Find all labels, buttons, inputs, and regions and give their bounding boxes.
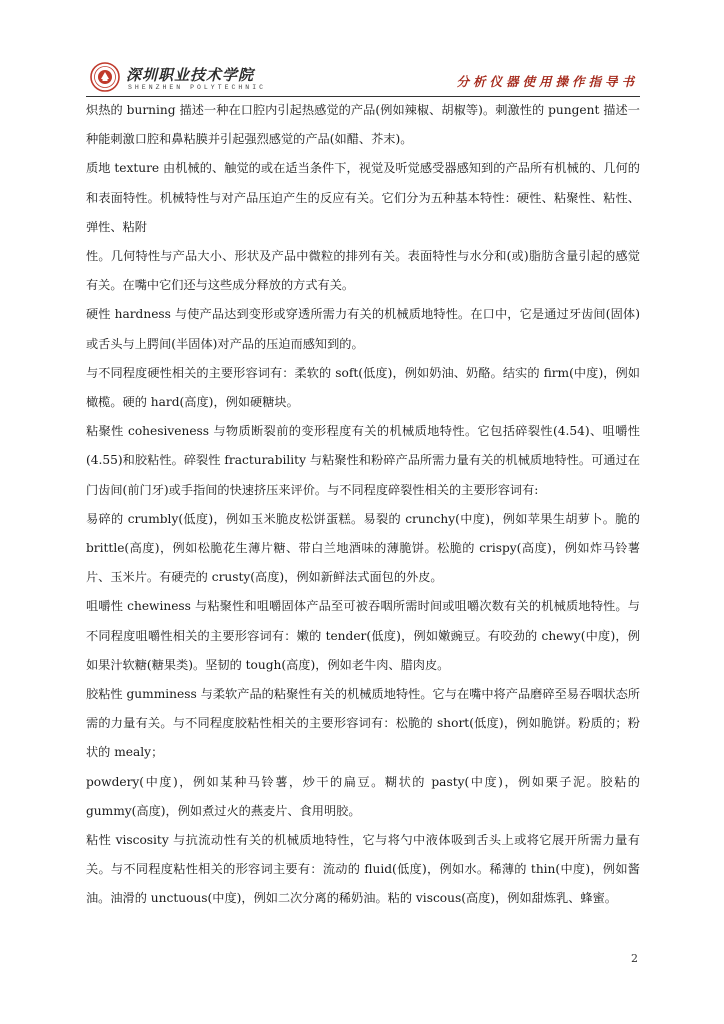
paragraph: 与不同程度硬性相关的主要形容词有：柔软的 soft(低度)，例如奶油、奶酪。结实的 firm(中度)，例如橄榄。硬的 hard(高度)，例如硬糖块。 bbox=[86, 365, 640, 410]
school-seal-icon bbox=[90, 62, 120, 92]
page-header bbox=[86, 58, 640, 98]
school-name-en: SHENZHEN POLYTECHNIC bbox=[128, 84, 267, 91]
document-title: 分析仪器使用操作指导书 bbox=[456, 74, 638, 89]
paragraph: 咀嚼性 chewiness 与粘聚性和咀嚼固体产品至可被吞咽所需时间或咀嚼次数有关的机械质地特性。与不同程度咀嚼性相关的主要形容词有：嫩的 tender(低度)，例如嫩豌豆。有咬劲的 chewy(中度)，例如果汁软糖(糖果类)。坚韧的 tough(高度)，例如老牛肉、腊肉皮。 bbox=[86, 599, 640, 672]
paragraph: 粘性 viscosity 与抗流动性有关的机械质地特性，它与将勺中液体吸到舌头上或将它展开所需力量有关。与不同程度粘性相关的形容词主要有：流动的 fluid(低度)，例如水。稀薄的 thin(中度)，例如酱油。油滑的 unctuous(中度)，例如二次分离的稀奶油。粘的 viscous(高度)，例如甜炼乳、蜂蜜。 bbox=[86, 833, 640, 906]
paragraph: 硬性 hardness 与使产品达到变形或穿透所需力有关的机械质地特性。在口中，它是通过牙齿间(固体)或舌头与上腭间(半固体)对产品的压迫而感知到的。 bbox=[86, 307, 640, 351]
paragraph: 炽热的 burning 描述一种在口腔内引起热感觉的产品(例如辣椒、胡椒等)。刺激性的 pungent 描述一种能刺激口腔和鼻粘膜并引起强烈感觉的产品(如醋、芥末)。 bbox=[86, 103, 640, 147]
paragraph: 性。几何特性与产品大小、形状及产品中微粒的排列有关。表面特性与水分和(或)脂肪含量引起的感觉有关。在嘴中它们还与这些成分释放的方式有关。 bbox=[86, 249, 640, 293]
document-body bbox=[86, 96, 640, 914]
paragraph: powdery(中度)，例如某种马铃薯，炒干的扁豆。糊状的 pasty(中度)，例如栗子泥。胶粘的 gummy(高度)，例如煮过火的燕麦片、食用明胶。 bbox=[86, 774, 640, 818]
paragraph: 易碎的 crumbly(低度)，例如玉米脆皮松饼蛋糕。易裂的 crunchy(中度)，例如苹果生胡萝卜。脆的 brittle(高度)，例如松脆花生薄片糖、带白兰地酒味的薄脆饼。松脆的 crispy(高度)，例如炸马铃薯片、玉米片。有硬壳的 crusty(高度)，例如新鲜法式面包的外皮。 bbox=[86, 511, 640, 585]
paragraph: 粘聚性 cohesiveness 与物质断裂前的变形程度有关的机械质地特性。它包括碎裂性(4.54)、咀嚼性(4.55)和胶粘性。碎裂性 fracturability 与粘聚性和粉碎产品所需力量有关的机械质地特性。可通过在门齿间(前门牙)或手指间的快速挤压来评价。与不同程度碎裂性相关的主要形容词有: bbox=[86, 424, 640, 497]
paragraph: 胶粘性 gumminess 与柔软产品的粘聚性有关的机械质地特性。它与在嘴中将产品磨碎至易吞咽状态所需的力量有关。与不同程度胶粘性相关的主要形容词有：松脆的 short(低度)，例如脆饼。粉质的；粉状的 mealy； bbox=[86, 687, 640, 760]
page-number: 2 bbox=[631, 952, 638, 965]
paragraph: 质地 texture 由机械的、触觉的或在适当条件下，视觉及听觉感受器感知到的产品所有机械的、几何的和表面特性。机械特性与对产品压迫产生的反应有关。它们分为五种基本特性：硬性、粘聚性、粘性、弹性、粘附 bbox=[86, 161, 640, 234]
school-name-logo: 深圳职业技术学院 bbox=[126, 66, 255, 84]
